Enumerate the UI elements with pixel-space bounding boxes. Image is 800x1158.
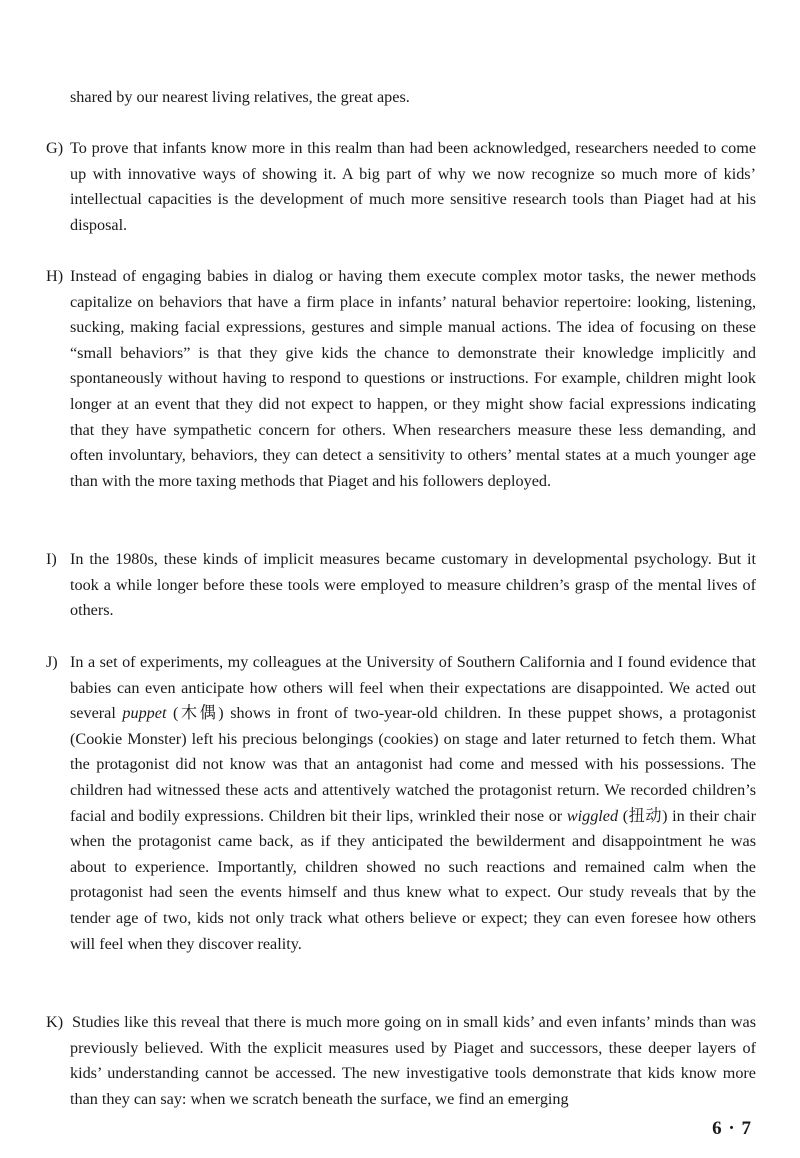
paragraph-text: To prove that infants know more in this realm than had been acknowledged, researchers needed to come up with innovative ways of showing it. A big part of why we now recognize so much more of kids’ intellectual capacities is the development of much more sensitive research tools than Piaget had at his disposal. (70, 139, 756, 234)
paragraph-text: Studies like this reveal that there is much more going on in small kids’ and even infants’ minds than was previously believed. With the explicit measures used by Piaget and successors, these deeper layers of kids’ understanding cannot be accessed. The new investigative tools demonstrate that kids know more than they can say: when we scratch beneath the surface, we find an emerging (70, 1013, 756, 1108)
chinese-gloss: (扭动) (618, 806, 673, 825)
paragraph-k (46, 1010, 756, 1112)
glossed-term: wiggled (566, 806, 619, 825)
paragraph-text: shows in front of two-year-old children. In these puppet shows, a protagonist (Cookie Monster) left his precious belongings (cookies) on stage and later returned to fetch them. What the protagonist did not know was that an antagonist had come and messed with his possessions. The children had witnessed these acts and attentively watched the protagonist return. We recorded children’s facial and bodily expressions. Children bit their lips, wrinkled their nose or (70, 704, 756, 825)
paragraph-label: H) (46, 267, 64, 285)
paragraph-text: Instead of engaging babies in dialog or having them execute complex motor tasks, the newer methods capitalize on behaviors that have a firm place in infants’ natural behavior repertoire: looking, listening, sucking, making facial expressions, gestures and simple manual actions. The idea of focusing on these “small behaviors” is that they give kids the chance to demonstrate their knowledge implicitly and spontaneously without having to respond to questions or instructions. For example, children might look longer at an event that they did not expect to happen, or they might show facial expressions indicating that they have sympathetic concern for others. When researchers measure these less demanding, and often involuntary, behaviors, they can detect a sensitivity to others’ mental states at a much younger age than with the more taxing methods that Piaget and his followers deployed. (70, 267, 756, 490)
paragraph-text: In the 1980s, these kinds of implicit measures became customary in developmental psychology. But it took a while longer before these tools were employed to measure children’s grasp of the mental lives of others. (70, 550, 756, 620)
paragraph-h (46, 264, 756, 494)
paragraph-continuation (46, 85, 756, 111)
glossed-term: puppet (122, 704, 167, 723)
chinese-gloss: (木偶) (166, 704, 231, 723)
paragraph-label: K) (46, 1013, 64, 1031)
paragraph-text: In a set of experiments, my colleagues at the University of Southern California and I found evidence that babies can even anticipate how others will feel when their expectations are disappointed. We acted out several (70, 653, 756, 723)
continuation-text: shared by our nearest living relatives, the great apes. (70, 88, 410, 106)
paragraph-label: I) (46, 550, 57, 568)
paragraph-j (46, 650, 756, 957)
paragraph-i (46, 547, 756, 624)
paragraph-text: in their chair when the protagonist came back, as if they anticipated the bewilderment and disappointment he was about to experience. Importantly, children showed no such reactions and remained calm when the protagonist had seen the events himself and thus knew what to expect. Our study reveals that by the tender age of two, kids not only track what others believe or expect; they can even foresee how others will feel when they discover reality. (70, 806, 757, 953)
paragraph-label: G) (46, 139, 64, 157)
paragraph-g (46, 136, 756, 238)
paragraph-label: J) (46, 653, 58, 671)
page-number: 6 · 7 (712, 1118, 752, 1139)
